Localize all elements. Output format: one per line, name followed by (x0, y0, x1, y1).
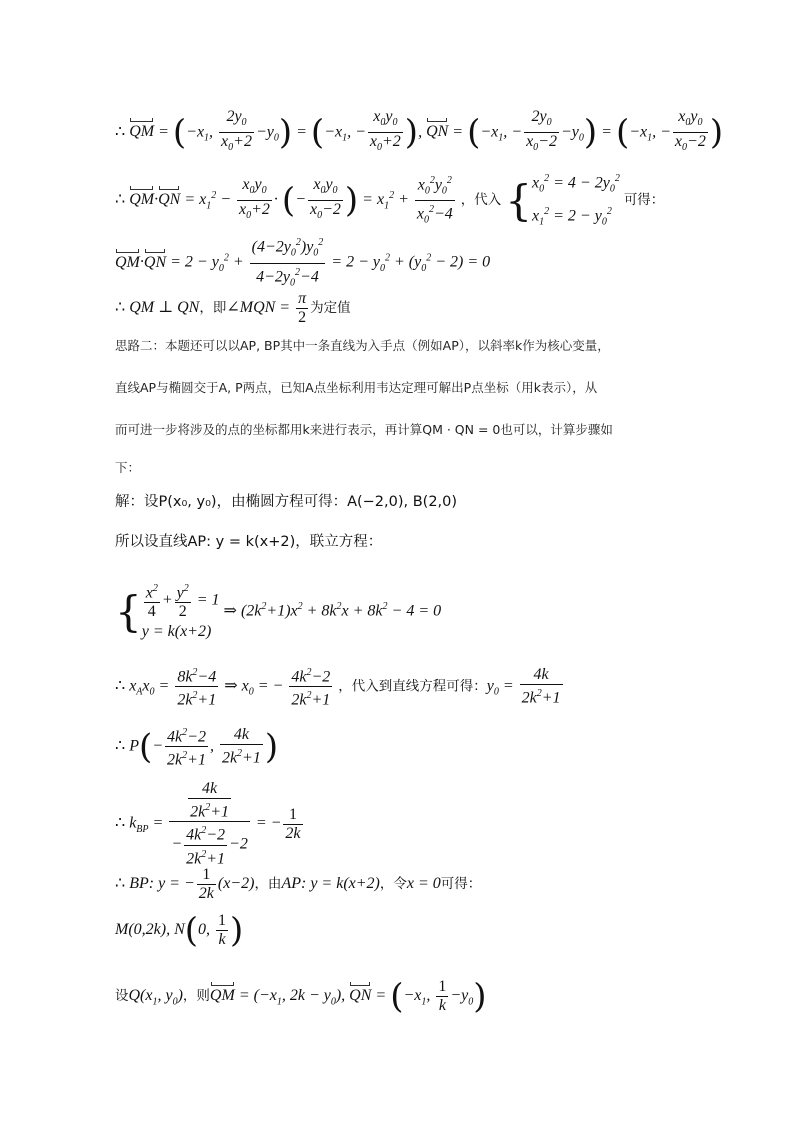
conclusion-perpendicular: ∴ QM ⊥ QN，即∠MQN = $\frac{\pi}{2}$ 为定值 (115, 290, 351, 326)
points-m-n: M(0,2k), N(0, $\frac{1}{k}$ ) (115, 910, 244, 951)
note-line-1: 思路二：本题还可以以AP, BP其中一条直线为入手点（例如AP），以斜率k作为核心变量， (115, 338, 610, 353)
slope-bp: ∴ $k_{BP}$ = $\frac{4k}{2k^2+1}$ − $\frac{4k^2-2}{2k^2+1}$ −2 = − $\frac{1}{2k}$ (115, 780, 301, 867)
solution-step-1: 解：设P(x₀, y₀)，由椭圆方程可得：A(−2,0), B(2,0) (115, 494, 458, 510)
substitute-label: ，代入 (460, 192, 502, 209)
equation-dot-product: ∴ $QM\cdot QN = x_1^2$ − $\frac{x_0y_0}{x_0+2}$ · (− $\frac{x_0y_0}{x_0-2}$ ) = $x_1^2$ + $\frac{x_0^2y_0^2}{x_0^2-4}$ ，代入 { $x_0^2 = 4 - 2y_0^2$ $x_1^2 = 2 - y_0^2$ 可得： (115, 168, 664, 233)
simultaneous-equations: { $\frac{x^2}{4}$ + $\frac{y^2}{2}$ = 1 y = k(x+2) ⇒ $(2k^2+1)x^2 + 8k^2x + 8k^2 - 4 = 0$ (115, 580, 441, 643)
note-line-2: 直线AP与椭圆交于A, P两点，已知A点坐标利用韦达定理可解出P点坐标（用k表示），从 (115, 380, 598, 395)
note-line-4: 下： (115, 460, 141, 475)
line-bp-equation: ∴ BP: y = − $\frac{1}{2k}$ (x−2)，由AP: y = k(x+2)，令x = 0可得： (115, 866, 482, 902)
equation-qm-qn-vectors: ∴ QM = ($-x_1$, $\frac{2y_0}{x_0+2}$ $-y_0) = (-x_1$, − $\frac{x_0y_0}{x_0+2}$ ), QN = ($-x_1$, − $\frac{2y_0}{x_0-2}$ $-y_0) = (-x_1$, − $\frac{x_0y_0}{x_0-2}$ ) (115, 108, 724, 154)
solution-step-2: 所以设直线AP: y = k(x+2)，联立方程： (115, 534, 383, 550)
vectors-qm-qn-k: 设$Q(x_1$, $y_0$)，则QM = ($-x_1$, $2k - y_0$), QN = ($-x_1$, $\frac{1}{k}$ $-y_0$) (115, 976, 487, 1017)
result-label: 可得： (623, 192, 665, 209)
equation-dot-product-zero: $QM\cdot QN = 2 - y_0^2$ + $\frac{(4-2y_0^2)y_0^2}{4-2y_0^2-4}$ = $2 - y_0^2 + (y_0^2 - 2) = 0$ (115, 234, 490, 292)
note-line-3: 而可进一步将涉及的点的坐标都用k来进行表示，再计算QM · QN = 0也可以，计算步骤如 (115, 422, 613, 437)
point-p-coordinates: ∴ P(− $\frac{4k^2-2}{2k^2+1}$ , $\frac{4k}{2k^2+1}$ ) (115, 724, 278, 770)
vieta-step: ∴ $x_Ax_0$ = $\frac{8k^2-4}{2k^2+1}$ ⇒ $x_0$ = − $\frac{4k^2-2}{2k^2+1}$ ，代入到直线方程可得：$y_0$ = $\frac{4k}{2k^2+1}$ (115, 664, 565, 710)
substitution-system: $x_0^2 = 4 - 2y_0^2$ $x_1^2 = 2 - y_0^2$ (532, 173, 620, 228)
